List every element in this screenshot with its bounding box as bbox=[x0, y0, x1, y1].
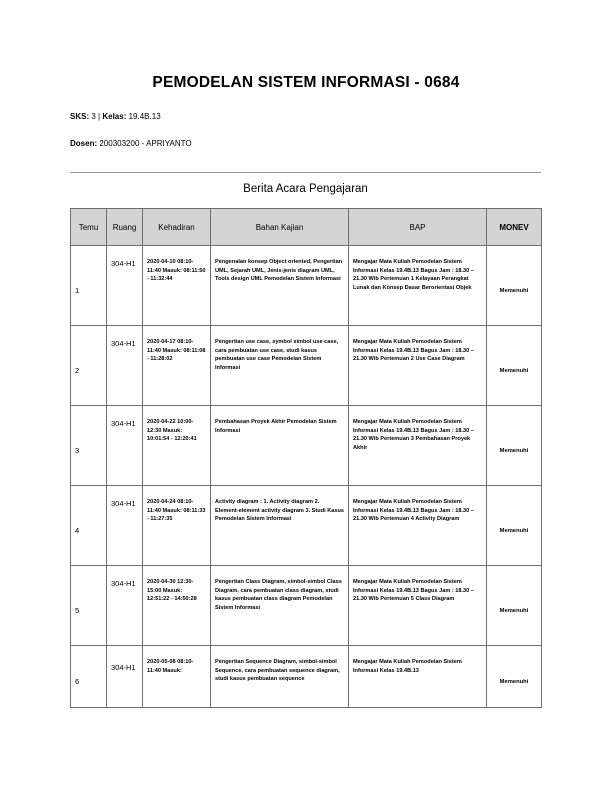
sks-kelas-line bbox=[70, 112, 161, 121]
table-row bbox=[71, 646, 542, 708]
cell-ruang: 304-H1 bbox=[111, 579, 136, 588]
cell-bahan-kajian: Pengertian Sequence Diagram, simbol-simbol Sequence, cara pembuatan sequence diagram, studi kasus pembuatan sequence bbox=[215, 659, 340, 683]
cell-ruang: 304-H1 bbox=[111, 259, 136, 268]
page-title: PEMODELAN SISTEM INFORMASI - 0684 bbox=[152, 74, 460, 91]
table-row bbox=[71, 246, 542, 326]
cell-bahan-kajian: Pembahasan Proyek Akhir Pemodelan Sistem Informasi bbox=[215, 419, 337, 434]
header-ruang: Ruang bbox=[107, 209, 143, 246]
bap-table bbox=[70, 208, 542, 708]
kelas-label: Kelas: bbox=[102, 112, 127, 121]
cell-monev: Memenuhi bbox=[499, 608, 529, 615]
cell-ruang: 304-H1 bbox=[111, 663, 136, 672]
cell-temu: 3 bbox=[75, 446, 80, 456]
cell-bahan-kajian: Pengertian Class Diagram, simbol-simbol Class Diagram, cara pembuatan class diagram, studi kasus pembuatan class diagram Pemodelan Sistem Informasi bbox=[215, 579, 342, 611]
cell-bap: Mengajar Mata Kuliah Pemodelan Sistem Informasi Kelas 19.4B.13 Bagus Jam : 18.30 – 21.30 Wib Pertemuan 5 Class Diagram bbox=[353, 579, 474, 603]
cell-bahan-kajian: Activity diagram : 1. Activity diagram 2. Element-element activity diagram 3. Studi Kasus Pemodelan Sistem Informasi bbox=[215, 499, 345, 523]
cell-kehadiran: 2020-04-30 12:30-15:00 Masuk: 12:51:22 - 14:50:28 bbox=[147, 579, 197, 603]
cell-ruang: 304-H1 bbox=[111, 339, 136, 348]
cell-monev: Memenuhi bbox=[499, 288, 529, 295]
cell-kehadiran: 2020-05-08 08:10-11:40 Masuk: bbox=[147, 659, 194, 674]
table-row bbox=[71, 566, 542, 646]
cell-kehadiran: 2020-04-17 08:10-11:40 Masuk: 08:11:08 - 11:28:02 bbox=[147, 339, 206, 363]
table-row bbox=[71, 486, 542, 566]
cell-monev: Memenuhi bbox=[499, 368, 529, 375]
cell-bahan-kajian: Pengenalan konsep Object oriented, Pengertian UML, Sejarah UML, Jenis-jenis diagram UML, Tools design UML Pemodelan Sistem Informasi bbox=[215, 259, 343, 283]
cell-bap: Mengajar Mata Kuliah Pemodelan Sistem Informasi Kelas 19.4B.13 Bagus Jam : 18.30 – 21.30 Wib Pertemuan 3 Pembahasan Proyek Akhir bbox=[353, 419, 474, 451]
cell-temu: 5 bbox=[75, 606, 80, 616]
cell-ruang: 304-H1 bbox=[111, 499, 136, 508]
cell-bap: Mengajar Mata Kuliah Pemodelan Sistem Informasi Kelas 19.4B.13 bbox=[353, 659, 462, 674]
cell-temu: 2 bbox=[75, 366, 80, 376]
dosen-value: 200303200 - APRIYANTO bbox=[99, 139, 192, 148]
cell-temu: 1 bbox=[75, 286, 80, 296]
cell-temu: 4 bbox=[75, 526, 80, 536]
cell-bap: Mengajar Mata Kuliah Pemodelan Sistem Informasi Kelas 19.4B.13 Bagus Jam : 18.30 – 21.30 Wib Pertemuan 2 Use Case Diagram bbox=[353, 339, 474, 363]
cell-temu: 6 bbox=[75, 677, 80, 687]
sks-label: SKS: bbox=[70, 112, 90, 121]
header-kehadiran: Kehadiran bbox=[143, 209, 211, 246]
table-header-row bbox=[71, 209, 542, 246]
header-temu: Temu bbox=[71, 209, 107, 246]
cell-monev: Memenuhi bbox=[499, 528, 529, 535]
dosen-label: Dosen: bbox=[70, 139, 98, 148]
kelas-value: 19.4B.13 bbox=[128, 112, 161, 121]
cell-monev: Memenuhi bbox=[499, 448, 529, 455]
dosen-line bbox=[70, 139, 192, 148]
cell-kehadiran: 2020-04-24 08:10-11:40 Masuk: 08:11:33 - 11:27:35 bbox=[147, 499, 206, 523]
cell-bahan-kajian: Pengertian use case, symbol simbol use case, cara pembuatan use case, studi kasus pembuatan use case Pemodelan Sistem Informasi bbox=[215, 339, 339, 371]
header-monev: MONEV bbox=[487, 209, 542, 246]
cell-monev: Memenuhi bbox=[499, 679, 529, 686]
header-bap: BAP bbox=[349, 209, 487, 246]
table-row bbox=[71, 406, 542, 486]
cell-kehadiran: 2020-04-22 10:00-12:30 Masuk: 10:01:54 - 12:20:41 bbox=[147, 419, 197, 443]
header-bahan-kajian: Bahan Kajian bbox=[211, 209, 349, 246]
meta-separator: | bbox=[98, 112, 101, 121]
table-row bbox=[71, 326, 542, 406]
cell-bap: Mengajar Mata Kuliah Pemodelan Sistem Informasi Kelas 19.4B.13 Bagus Jam : 18.30 – 21.30 Wib Pertemuan 1 Kelayaan Perangkat Lunak dan Konsep Dasar Berorientasi Objek bbox=[353, 259, 474, 291]
section-title: Berita Acara Pengajaran bbox=[243, 183, 368, 195]
cell-bap: Mengajar Mata Kuliah Pemodelan Sistem Informasi Kelas 19.4B.13 Bagus Jam : 18.30 – 21.30 Wib Pertemuan 4 Activity Diagram bbox=[353, 499, 474, 523]
cell-ruang: 304-H1 bbox=[111, 419, 136, 428]
sks-value: 3 bbox=[91, 112, 96, 121]
divider bbox=[70, 172, 541, 173]
cell-kehadiran: 2020-04-10 08:10-11:40 Masuk: 08:11:50 - 11:32:44 bbox=[147, 259, 206, 283]
